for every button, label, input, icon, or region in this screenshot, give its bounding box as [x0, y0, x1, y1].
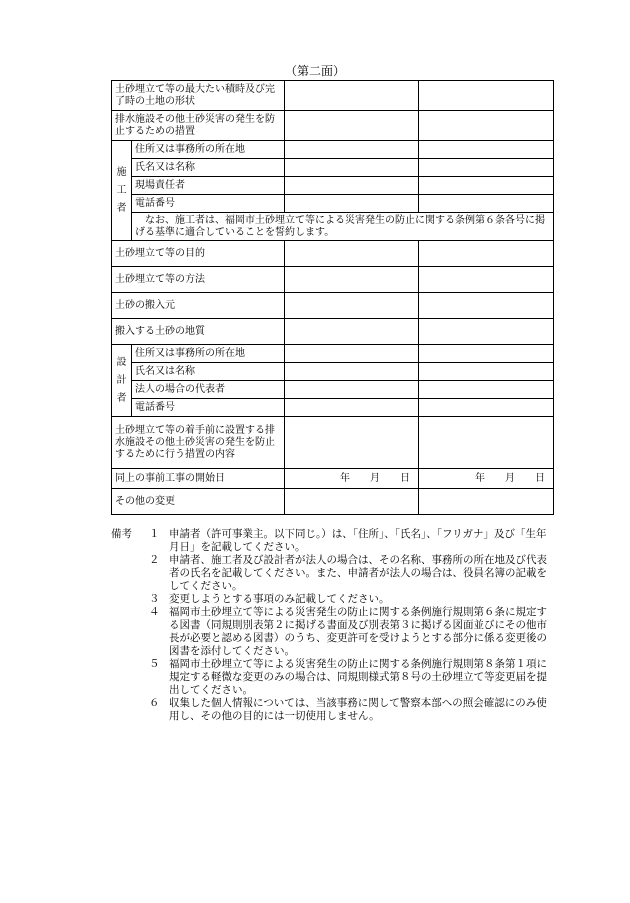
- table-row: [112, 417, 554, 469]
- after-cell[interactable]: [419, 159, 554, 177]
- row-label-designer-name: 氏名又は名称: [132, 363, 285, 381]
- table-row: [112, 469, 554, 489]
- table-row: [112, 293, 554, 319]
- table-row: [112, 399, 554, 417]
- row-label-designer-rep: 法人の場合の代表者: [132, 381, 285, 399]
- after-cell[interactable]: [419, 81, 554, 111]
- row-label-purpose: 土砂埋立て等の目的: [112, 241, 285, 267]
- after-cell[interactable]: [419, 319, 554, 345]
- after-cell[interactable]: [419, 141, 554, 159]
- before-cell[interactable]: [285, 293, 419, 319]
- before-cell[interactable]: [285, 81, 419, 111]
- contractor-declaration: なお、施工者は、福岡市土砂埋立て等による災害発生の防止に関する条例第６条各号に掲げる基準に適合していることを誓約します。: [132, 213, 554, 241]
- after-cell[interactable]: [419, 111, 554, 141]
- remark-note: ５ 福岡市土砂埋立て等による災害発生の防止に関する条例施行規則第８条第１項に規定する軽微な変更のみの場合は、同規則様式第８号の土砂埋立て等変更届を提出してください。: [149, 658, 547, 696]
- after-cell[interactable]: [419, 177, 554, 195]
- table-row: [112, 241, 554, 267]
- row-label-site-manager: 現場責任者: [132, 177, 285, 195]
- page-title: （第二面）: [284, 64, 345, 78]
- after-cell[interactable]: [419, 381, 554, 399]
- table-row: [112, 177, 554, 195]
- table-row: [112, 81, 554, 111]
- after-cell[interactable]: [419, 399, 554, 417]
- before-cell[interactable]: [285, 111, 419, 141]
- table-row: [112, 159, 554, 177]
- table-row: [112, 381, 554, 399]
- after-cell[interactable]: [419, 267, 554, 293]
- before-cell[interactable]: [285, 159, 419, 177]
- before-cell[interactable]: [285, 177, 419, 195]
- remarks-section: [111, 528, 553, 723]
- table-row: [112, 141, 554, 159]
- date-after-cell[interactable]: 年 月 日: [419, 469, 554, 489]
- remark-note: １ 申請者（許可事業主。以下同じ。）は、「住所」、「氏名」、「フリガナ」及び「生年月日」を記載してください。: [149, 528, 547, 553]
- designer-side-label: 設 計 者: [112, 345, 132, 417]
- row-label-pre-measures: 土砂埋立て等の着手前に設置する排水施設その他土砂災害の発生を防止するために行う措置の内容: [112, 417, 285, 469]
- before-cell[interactable]: [285, 417, 419, 469]
- remark-note: ３ 変更しようとする事項のみ記載してください。: [149, 593, 390, 605]
- row-label-designer-address: 住所又は事務所の所在地: [132, 345, 285, 363]
- before-cell[interactable]: [285, 381, 419, 399]
- remark-note: ６ 収集した個人情報については、当該事務に関して警察本部への照会確認にのみ使用し、その他の目的には一切使用しません。: [149, 697, 547, 722]
- contractor-side-label: 施 工 者: [112, 141, 132, 241]
- after-cell[interactable]: [419, 489, 554, 515]
- remark-note: ４ 福岡市土砂埋立て等による災害発生の防止に関する条例施行規則第６条に規定する図書（同規則別表第２に掲げる書面及び別表第３に掲げる図面並びにその他市長が必要と認める図書）のうち、変更許可を受けようとする部分に係る変更後の図書を添付してください。: [149, 606, 547, 657]
- table-row: [112, 195, 554, 213]
- after-cell[interactable]: [419, 363, 554, 381]
- table-row: [112, 213, 554, 241]
- row-label-pre-work-start: 同上の事前工事の開始日: [112, 469, 285, 489]
- after-cell[interactable]: [419, 195, 554, 213]
- row-label-designer-phone: 電話番号: [132, 399, 285, 417]
- row-label-method: 土砂埋立て等の方法: [112, 267, 285, 293]
- after-cell[interactable]: [419, 345, 554, 363]
- row-label-max-volume: 土砂埋立て等の最大たい積時及び完了時の土地の形状: [112, 81, 285, 111]
- before-cell[interactable]: [285, 363, 419, 381]
- table-row: [112, 345, 554, 363]
- before-cell[interactable]: [285, 195, 419, 213]
- table-row: [112, 267, 554, 293]
- table-row: [112, 489, 554, 515]
- table-row: [112, 363, 554, 381]
- before-cell[interactable]: [285, 267, 419, 293]
- row-label-contractor-name: 氏名又は名称: [132, 159, 285, 177]
- row-label-other: その他の変更: [112, 489, 285, 515]
- row-label-contractor-phone: 電話番号: [132, 195, 285, 213]
- date-before-cell[interactable]: 年 月 日: [285, 469, 419, 489]
- after-cell[interactable]: [419, 417, 554, 469]
- row-label-drainage: 排水施設その他土砂災害の発生を防止するための措置: [112, 111, 285, 141]
- after-cell[interactable]: [419, 241, 554, 267]
- before-cell[interactable]: [285, 141, 419, 159]
- before-cell[interactable]: [285, 319, 419, 345]
- table-row: [112, 319, 554, 345]
- table-row: [112, 111, 554, 141]
- row-label-soil-quality: 搬入する土砂の地質: [112, 319, 285, 345]
- before-cell[interactable]: [285, 489, 419, 515]
- before-cell[interactable]: [285, 241, 419, 267]
- change-form-table: [111, 80, 554, 515]
- row-label-source: 土砂の搬入元: [112, 293, 285, 319]
- row-label-contractor-address: 住所又は事務所の所在地: [132, 141, 285, 159]
- remarks-header: 備考: [111, 528, 132, 540]
- after-cell[interactable]: [419, 293, 554, 319]
- remark-note: ２ 申請者、施工者及び設計者が法人の場合は、その名称、事務所の所在地及び代表者の氏名を記載してください。また、申請者が法人の場合は、役員名簿の記載をしてください。: [149, 554, 547, 592]
- before-cell[interactable]: [285, 345, 419, 363]
- before-cell[interactable]: [285, 399, 419, 417]
